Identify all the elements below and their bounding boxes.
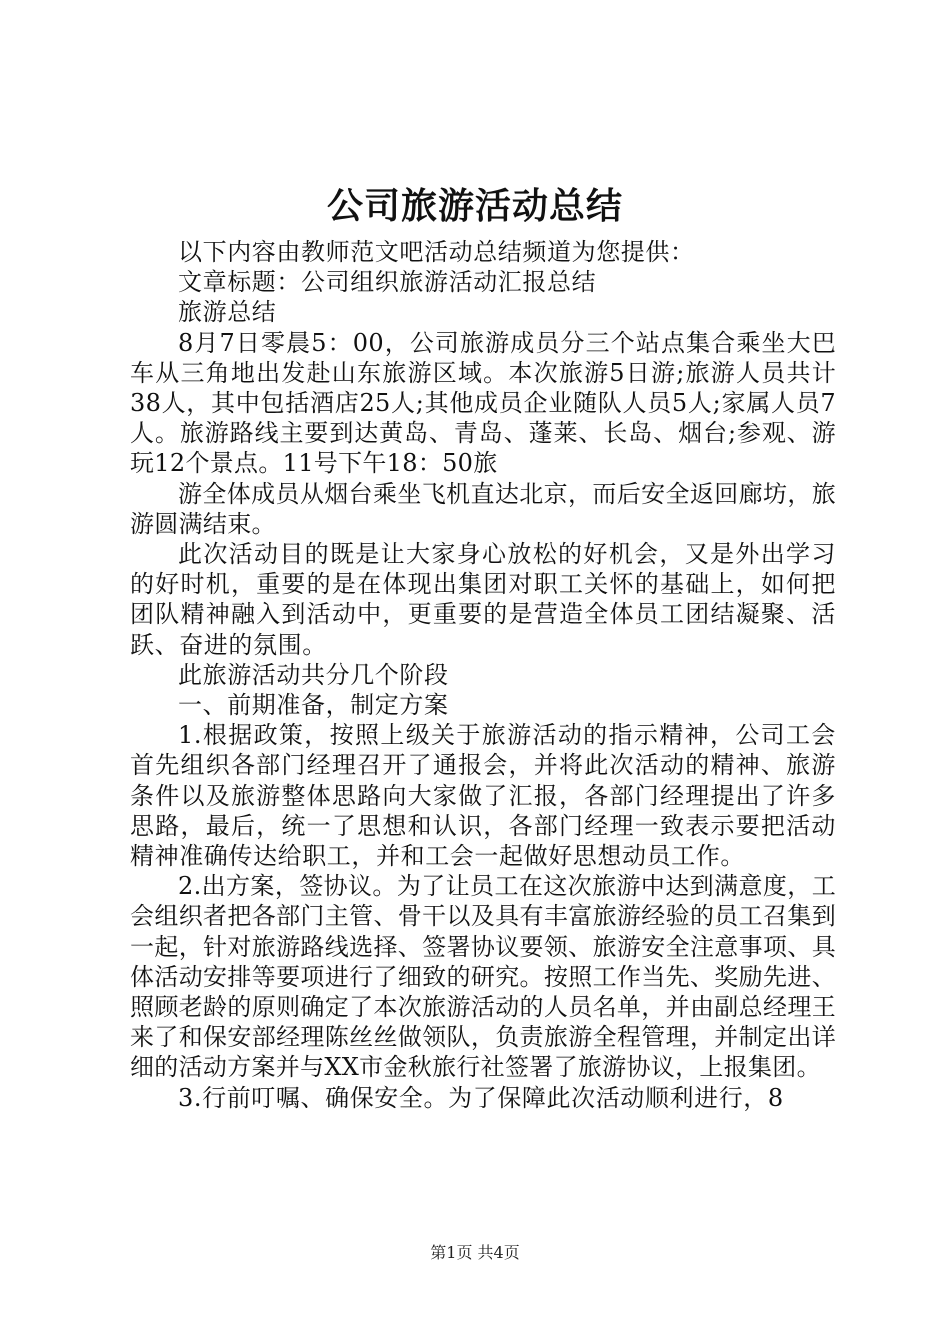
paragraph-intro: 以下内容由教师范文吧活动总结频道为您提供： bbox=[178, 238, 695, 266]
document-body bbox=[130, 237, 836, 1113]
section-heading-preparation: 一、前期准备，制定方案 bbox=[178, 691, 449, 720]
document-title: 公司旅游活动总结 bbox=[326, 186, 623, 227]
paragraph-heading-summary: 旅游总结 bbox=[178, 298, 277, 327]
paragraph-item-1: 1.根据政策，按照上级关于旅游活动的指示精神，公司工会首先组织各部门经理召开了通报会，并将此次活动的精神、旅游条件以及旅游整体思路向大家做了汇报，各部门经理提出了许多思路，最后，统一了思想和认识，各部门经理一致表示要把活动精神准确传达给职工，并和工会一起做好思想动员工作。 bbox=[130, 721, 836, 871]
paragraph-item-2: 2.出方案，签协议。为了让员工在这次旅游中达到满意度，工会组织者把各部门主管、骨干以及具有丰富旅游经验的员工召集到一起，针对旅游路线选择、签署协议要领、旅游安全注意事项、具体活动安排等要项进行了细致的研究。按照工作当先、奖励先进、照顾老龄的原则确定了本次旅游活动的人员名单，并由副总经理王来了和保安部经理陈丝丝做领队，负责旅游全程管理，并制定出详细的活动方案并与XX市金秋旅行社签署了旅游协议，上报集团。 bbox=[130, 872, 836, 1082]
page-footer: 第1页 共4页 bbox=[430, 1243, 520, 1262]
paragraph-purpose: 此次活动目的既是让大家身心放松的好机会，又是外出学习的好时机，重要的是在体现出集团对职工关怀的基础上，如何把团队精神融入到活动中，更重要的是营造全体员工团结凝聚、活跃、奋进的氛围。 bbox=[130, 540, 836, 659]
paragraph-item-3: 3.行前叮嘱、确保安全。为了保障此次活动顺利进行，8 bbox=[178, 1083, 784, 1112]
paragraph-return: 游全体成员从烟台乘坐飞机直达北京，而后安全返回廊坊，旅游圆满结束。 bbox=[130, 479, 836, 538]
paragraph-itinerary: 8月7日零晨5：00，公司旅游成员分三个站点集合乘坐大巴车从三角地出发赴山东旅游区域。本次旅游5日游;旅游人员共计38人，其中包括酒店25人;其他成员企业随队人员5人;家属人员7人。旅游路线主要到达黄岛、青岛、蓬莱、长岛、烟台;参观、游玩12个景点。11号下午18：50旅 bbox=[130, 328, 836, 478]
paragraph-stages: 此旅游活动共分几个阶段 bbox=[178, 660, 449, 689]
paragraph-article-title: 文章标题：公司组织旅游活动汇报总结 bbox=[178, 268, 597, 297]
